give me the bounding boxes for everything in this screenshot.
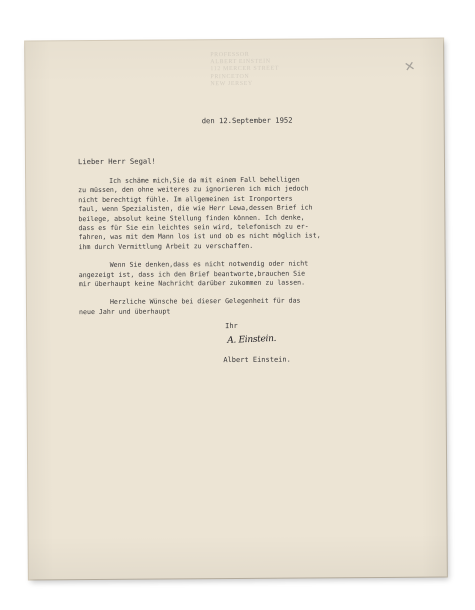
typed-name: Albert Einstein. bbox=[223, 355, 291, 365]
paragraph-1 bbox=[78, 175, 399, 252]
body-line: faul, wenn Spezialisten, die wie Herr Lewa,dessen Brief ich bbox=[78, 203, 313, 214]
letter-body bbox=[78, 175, 399, 327]
body-line: beilege, absolut keine Stellung finden können. Ich denke, bbox=[78, 213, 305, 223]
body-line: zu müssen, den ohne weiteres zu ignorieren ich mich jedoch bbox=[78, 184, 309, 195]
body-line: ihm durch Vermittlung Arbeit zu verschaffen. bbox=[78, 241, 254, 251]
letter-date: den 12.September 1952 bbox=[201, 115, 293, 126]
body-line: mir überhaupt keine Nachricht darüber zukommen zu lassen. bbox=[78, 278, 306, 289]
body-line: angezeigt ist, dass ich den Brief beantworte,brauchen Sie bbox=[78, 269, 306, 279]
body-line: Wenn Sie denken,dass es nicht notwendig oder nicht bbox=[109, 259, 309, 270]
letterhead bbox=[210, 51, 330, 88]
paragraph-3 bbox=[79, 296, 399, 317]
body-line: fahren, was mit dem Mann los ist und ob es nicht möglich ist, bbox=[78, 231, 321, 242]
paragraph-2 bbox=[79, 259, 399, 289]
body-line: dass es für Sie ein leichtes sein wird, telefonisch zu er- bbox=[78, 222, 309, 233]
body-line: neue Jahr und überhaupt bbox=[78, 307, 171, 316]
letterhead-line: PRINCETON bbox=[210, 73, 250, 80]
body-line: Herzliche Wünsche bei dieser Gelegenheit für das bbox=[109, 297, 301, 307]
handwritten-signature: A. Einstein. bbox=[227, 333, 277, 346]
body-line: Ich schäme mich,Sie da mit einem Fall behelligen bbox=[109, 175, 300, 185]
letterhead-line: ALBERT EINSTEIN bbox=[210, 58, 271, 66]
body-line: nicht berechtigt fühle. Im allgemeinen ist Ironporters bbox=[78, 194, 293, 204]
letterhead-line: 112 MERCER STREET bbox=[210, 66, 280, 73]
closing: Ihr bbox=[225, 321, 238, 331]
pencil-mark: ✕ bbox=[403, 57, 417, 75]
salutation: Lieber Herr Segal! bbox=[77, 156, 156, 167]
letter-sheet bbox=[25, 39, 447, 580]
letterhead-line: NEW JERSEY bbox=[210, 80, 253, 87]
letterhead-line: PROFESSOR bbox=[210, 51, 250, 59]
